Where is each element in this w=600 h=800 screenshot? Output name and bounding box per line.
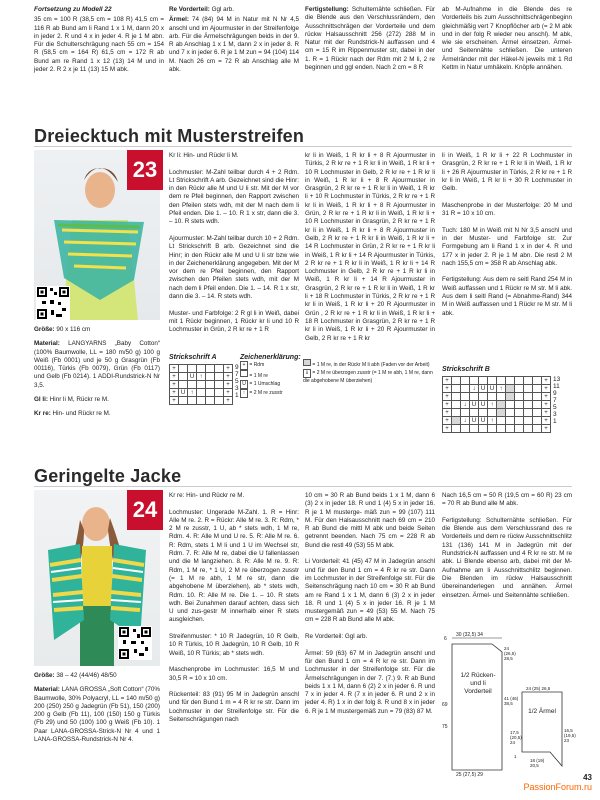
schematic: 30 (32,5) 34 1/2 Rücken- und li Vorderteil 1/2 Ärmel 6 24 (26,5) 28,5 41 (46) 38,5 69 75 25 (27,5) 29 24 (25) 26,5 17,5 (20,5) 24 16,5 (19,5) 23 1 18 (19) 20,5 — [440, 632, 580, 777]
top-col-3: Fertigstellung: Schulternähte schließen. Für die Blende aus den Verschlussrändern, den Ausschnittschrägen der Vorderteile und dem rückw Halsausschnitt 256 (272) 288 M in Natur mit der Rundstrick-N auffassen und 4 cm = 15 R im Rippenmuster str, dabei in der 1. R = 1 Rückr nach der Rdm mit 2 M li, 2 re beginnen und ggl enden. Nach 2 cm = 8 R — [305, 6, 435, 72]
qr-code-23-icon — [36, 286, 70, 320]
title-rule — [34, 146, 572, 147]
m24-col-4 — [442, 492, 572, 602]
page-number: 43 — [583, 773, 592, 782]
m24-material: LANA GROSSA „Soft Cotton“ (70% Baumwolle, 30% Polyacryl, LL = 140 m/50 g) 200 (250) 250 g Jadegrün (Fb 51), 150 (200) 200 g Gelb (Fb 11), 100 (150) 150 g Türkis (Fb 29) und 50 (100) 100 g Weiß (Fb 10). 1 Paar LANA-GROSSA-Strick-N Nr 4 und 1 LANA-GROSSA-Rundstrick-N Nr 4. — [34, 686, 160, 744]
model-23-title: Dreiecktuch mit Musterstreifen — [34, 126, 305, 146]
title-rule-2 — [34, 486, 572, 487]
legend: Zeichenerklärung: + = Rdm = 1 M re U = 1 Umschlag ↑ = 2 M re zusstr — [240, 354, 301, 396]
top-col-2: Re Vorderteil: Ggl arb. Ärmel: 74 (84) 94 M in Natur mit N Nr 4,5 anschl und im Ajourmuster in der Streifenfolge arb. Für die Ärmelschrägungen beids in der 9. R ab Anschlag 1 x 1 M, dann 2 x in jeder 8. R und 7 x in jeder 6. R je 1 M zun = 94 (104) 114 M. Nach 26 cm = 72 R ab Anschlag alle M abk. — [169, 6, 299, 74]
qr-code-24-icon — [118, 626, 152, 660]
model-24-title: Geringelte Jacke — [34, 466, 182, 486]
top-text-2: 74 (84) 94 M in Natur mit N Nr 4,5 anschl und im Ajourmuster in der Streifenfolge arb. Für die Ärmelschrägungen beids in der 9. R ab Anschlag 1 x 1 M, dann 2 x in jeder 8. R und 7 x in jeder 6. R je 1 M zun = 94 (104) 114 M. Nach 26 cm = 72 R ab Anschlag alle M abk. — [169, 16, 299, 74]
m24-col-3 — [305, 492, 435, 718]
m23-text-4: li in Weiß, 1 R kr li + 22 R Lochmuster in Grasgrün, 2 R kr re + 1 R kr li in Weiß, 1 R kr li + 26 R Ajourmuster in Türkis, 2 R kr re + 1 R kr li in Weiß, 1 R kr li + 30 R Lochmuster in Gelb. Maschenprobe in der Musterfolge: 20 M und 31 R = 10 x 10 cm. Tuch: 180 M in Weiß mit N Nr 3,5 anschl und in der Muster- und Farbfolge str. Zur Formgebung am li Rand 1 x in der 4. R und 177 x in jeder 2. R je 1 M abn. Die restl 2 M nach 155,5 cm = 358 R ab Anschlag abk. Fertigstellung: Aus dem re seitl Rand 254 M in Weiß auffassen und 1 Rückr re M str. M li abk. Aus dem li seitl Rand (= Abnahme-Rand) 344 M in Weiß auffassen und 1 Rückr re M str. M li abk. — [442, 152, 572, 317]
m24-text-4: Nach 16,5 cm = 50 R (19,5 cm = 60 R) 23 cm = 70 R ab Bund alle M abk. Fertigstellung: Schulternähte schließen. Für die Blende aus dem Verschlussrand des re Vorderteils und dem re rückw Ausschnittschlitz 131 (136) 141 M in Jadegrün mit der Rundstrick-N auffassen und 4 R kr re str. M re abk. Li Blende ebenso arb, dabei mit der M-Aufnahme am li Ausschnittschlitz beginnen. Die Blenden im rückw Halsausschnitt übereinanderlegen und annähen. Ärmel einsetzen. Ärmel- und Seitennähte schließen. — [442, 492, 572, 599]
m24-col-1: Größe: 38 – 42 (44/46) 48/50 Material: LANA GROSSA „Soft Cotton“ (70% Baumwolle, 30% Polyacryl, LL = 140 m/50 g) 200 (250) 250 g Jadegrün (Fb 51), 150 (200) 200 g Gelb (Fb 11), 100 (150) 150 g Türkis (Fb 29) und 50 (100) 100 g Weiß (Fb 10). 1 Paar LANA-GROSSA-Strick-N Nr 4 und 1 LANA-GROSSA-Rundstrick-N Nr 4. — [34, 672, 160, 744]
m24-text-2: Kr re: Hin- und Rückr re M. Lochmuster: Ungerade M-Zahl. 1. R = Hinr: Alle M re. 2. R = Rückr: Alle M re. 3. R: Rdm, * 2 M re zusstr, 1 U, ab * stets wdh, 1 M re, Rdm. 4. R: Alle M und U re. 5. R: Alle M re. 6. R: Rdm, stets 1 M li und 1 U im Wechsel str, Rdm. 7. R: Alle M re, dabei die U fallenlassen und die M langziehen. 8. R: Alle M re. 9. R: Rdm, 1 M re, * 1 U, 2 M re überzogen zusstr (= 1 M re abh, 1 M re str, dann die abgehobene M überziehen), ab * stets wdh, Rdm. 10. R: Alle M re. Die 1. – 10. R stets wdh. Bei Zunahmen darauf achten, dass sich U und zus-gestr M innerhalb einer R stets ausgleichen. Streifenmuster: * 10 R Jadegrün, 10 R Gelb, 10 R Türkis, 10 R Jadegrün, 10 R Gelb, 10 R Weiß, 10 R Türkis; ab * stets wdh. Maschenprobe im Lochmuster: 16,5 M und 30,5 R = 10 x 10 cm. Rückenteil: 83 (91) 95 M in Jadegrün anschl und für den Bund 1 m = 4 R kr re str. Dann im Lochmuster in der Streifenfolge str. Für die Seitenschrägungen nach — [169, 492, 299, 724]
m23-text-2: Kr li: Hin- und Rückr li M. Lochmuster: M-Zahl teilbar durch 4 + 2 Rdm. Lt Strickschrift A arb. Gezeichnet sind die Hinr: in den Rückr alle M und U li str. Mit der M vor dem re Pfeil beginnen, den Rapport zwischen den Pfeilen stets wdh, mit der M nach dem li Pfeil enden. Die 1. – 10. R 1 x str, dann die 3. – 10. R stets wdh. Ajourmuster: M-Zahl teilbar durch 10 + 2 Rdm. Lt Strickschrift B arb. Gezeichnet sind die Hinr; in den Rückr alle M und U li str bzw wie in der Zeichenerklärung angegeben. Mit der M vor dem re Pfeil beginnen, den Rapport zwischen den Pfeilen stets wdh, mit der M nach dem li Pfeil enden. Die 1. – 14. R 1 x str, dann die 3. – 14. R stets wdh. Muster- und Farbfolge: 2 R gl li in Weiß, dabei mit 1 Rückr beginnen, 1 Rückr kr li und 10 R Lochmuster in Grün, 2 R kr re + 1 R — [169, 152, 299, 334]
watermark: PassionForum.ru — [523, 782, 592, 792]
m23-col-2 — [169, 152, 299, 337]
legend-grey-box — [303, 359, 311, 366]
continuation-ref: Fortsetzung zu Modell 22 — [34, 6, 112, 13]
top-text-1: 35 cm = 100 R (38,5 cm = 108 R) 41,5 cm = 116 R ab Bund am li Rand 1 x 1 M, dann 20 x in jeder 2. R und 4 x in jeder 4. R je 1 M abn. Für die Schulterschrägung nach 55 cm = 154 R (58,5 cm = 164 R) 61,5 cm = 172 R ab Bund am re Rand 1 x 12 (13) 14 M und in jeder 2. R 2 x je 11 (13) 15 M abk. — [34, 16, 164, 74]
schematic-sleeve-label: 1/2 Ärmel — [528, 708, 556, 715]
legend-2: = 1 M re, in der Rückr M li abh (Faden vor der Arbeit) ⇓ = 2 M re überzogen zusstr (= 1 M re abh, 1 M re, dann die abgehobene M überziehen) — [303, 359, 433, 385]
top-text-3: Schulternähte schließen. Für die Blende aus den Verschlussrändern, den Ausschnittschrägen der Vorderteile und dem rückw Halsausschnitt 256 (272) 288 M in Natur mit der Rundstrick-N auffassen und 4 cm = 15 R im Rippenmuster str, dabei in der 1. R = 1 Rückr nach der Rdm mit 2 M li, 2 re beginnen und ggl enden. Nach 2 cm = 8 R — [305, 6, 435, 72]
model-24-number: 24 — [127, 490, 163, 530]
chart-a: Strickschrift A + + + U ↑ + + + + U ↑ + + + 9 7 5 3 1 — [169, 354, 239, 404]
m23-col-3 — [305, 152, 435, 345]
chart-b-grid: + + + ↓ U U ↑ + + + + ↓ U U ↑ + + + + ↓ U U ↑ + + + — [442, 376, 551, 433]
top-col-4 — [442, 6, 572, 74]
m24-col-2 — [169, 492, 299, 726]
schematic-body-label: 1/2 Rücken- und li Vorderteil — [460, 672, 496, 695]
m23-col-1: Größe: 90 x 116 cm Material: LANGYARNS „Baby Cotton“ (100% Baumwolle, LL = 180 m/50 g) 100 g Weiß (Fb 0001) und je 50 g Grasgrün (Fb 00116), Türkis (Fb 0079), Grün (Fb 0117) und Gelb (Fb 0214). 1 ADDI-Rundstrick-N Nr 3,5. Gl li: Hinr li M, Rückr re M. Kr re: Hin- und Rückr re M. — [34, 326, 160, 418]
m23-material: LANGYARNS „Baby Cotton“ (100% Baumwolle, LL = 180 m/50 g) 100 g Weiß (Fb 0001) und je 50 g Grasgrün (Fb 00116), Türkis (Fb 0079), Grün (Fb 0117) und Gelb (Fb 0214). 1 ADDI-Rundstrick-N Nr 3,5. — [34, 340, 160, 389]
chart-b: Strickschrift B + + + ↓ U U ↑ + + + + ↓ U U ↑ + + + + ↓ U U ↑ + + + 13 11 9 7 5 3 1 — [442, 366, 561, 432]
m23-text-3: kr li in Weiß, 1 R kr li + 8 R Ajourmuster in Türkis, 2 R kr re + 1 R kr li in Weiß, 1 R kr li + 10 R Lochmuster in Gelb, 2 R kr re + 1 R kr li in Weiß, 1 R kr li + 8 R Ajourmuster in Grasgrün, 2 R kr re + 1 R kr li in Weiß, 1 R kr li + 10 R Lochmuster in Türkis, 2 R kr re + 1 R kr li in Weiß, 1 R kr li + 8 R Ajourmuster in Grün, 2 R kr re + 1 R kr li in Weiß, 1 R kr li + 10 R Lochmuster in Grasgrün, 2 R kr re + 1 R kr li in Weiß, 1 R kr li + 8 R Ajourmuster in Gelb, 2 R kr re + 1 R kr li in Weiß, 1 R kr li + 14 R Lochmuster in Grün, 2 R kr re + 1 R kr li in Weiß, 1 R kr li + 14 R Ajourmuster in Türkis, 2 R kr re + 1 R kr li in Weiß, 1 R kr li + 14 R Lochmuster in Gelb, 2 R kr re + 1 R kr li in Weiß, 1 R kr li + 14 R Ajourmuster in Grasgrün, 2 R kr re + 1 R kr li in Weiß, 1 R kr li + 18 R Lochmuster in Türkis, 2 R kr re + 1 R kr li in Weiß, 1 R kr li + 20 R Ajourmuster in Grün , 2 R kr re + 1 R kr li in Weiß, 1 R kr li + 18 R Lochmuster in Grasgrün, 2 R kr re + 1 R kr li in Weiß, 1 R kr li + 20 R Ajourmuster in Gelb, 2 R kr re + 1 R kr — [305, 152, 435, 342]
top-col-1 — [34, 6, 164, 76]
m24-text-3: 10 cm = 30 R ab Bund beids 1 x 1 M, dann 6 (3) 2 x in jeder 18. R und 1 (4) 5 x in jeder 16. R je 1 M musterge- mäß zun = 99 (107) 111 M. Für den Halsausschnitt nach 69 cm = 210 R ab Bund die mittl M abk und beide Seiten getrennt beenden. Nach 75 cm = 228 R ab Bund die restl 49 (53) 55 M abk. Li Vorderteil: 41 (45) 47 M in Jadegrün anschl und für den Bund 1 cm = 4 R kr re str. Dann im Lochmuster in der Streifenfolge str. Für die Seitenschrägung nach 10 cm = 30 R ab Bund am re Rand 1 x 1 M, dann 6 (3) 2 x in jeder 18. R und 1 (4) 5 x in jeder 16. R je 1 M mustergemäß zun = 49 (53) 55 M. Nach 75 cm = 228 R ab Bund alle M abk. Re Vorderteil: Ggl arb. Ärmel: 59 (63) 67 M in Jadegrün anschl und für den Bund 1 cm = 4 R kr re str. Dann im Lochmuster in der Streifenfolge str. Für die Ärmelschrägungen in der 7. (7.) 9. R ab Bund beids 1 x 1 M, dann 6 (2) 2 x in jeder 6. R und 7 x in jeder 4. R (7 x in jeder 6. R und 2 x in jeder 4. R) 1 x in der folg 8. R und 8 x in jeder 6. R je 1 M mustergemäß zun = 79 (83) 87 M. — [305, 492, 435, 715]
m23-col-4 — [442, 152, 572, 320]
top-text-4: ab M-Aufnahme in die Blende des re Vorderteils bis zum Ausschnittschrägenbeginn gleichmäßig vert 7 Knopflöcher arb (= 2 M abk und in der folg R wieder neu anschl). M abk, wie sie erscheinen. Ärmel einsetzen. Ärmel- und Seitennähte schließen. Die unteren Ärmelränder mit der Häkel-N jeweils mit 1 Rd Kettm in Natur umhäkeln. Knöpfe annähen. — [442, 6, 572, 72]
model-23-number: 23 — [127, 150, 163, 190]
chart-a-grid: + + + U ↑ + + + + U ↑ + + + — [169, 364, 233, 405]
